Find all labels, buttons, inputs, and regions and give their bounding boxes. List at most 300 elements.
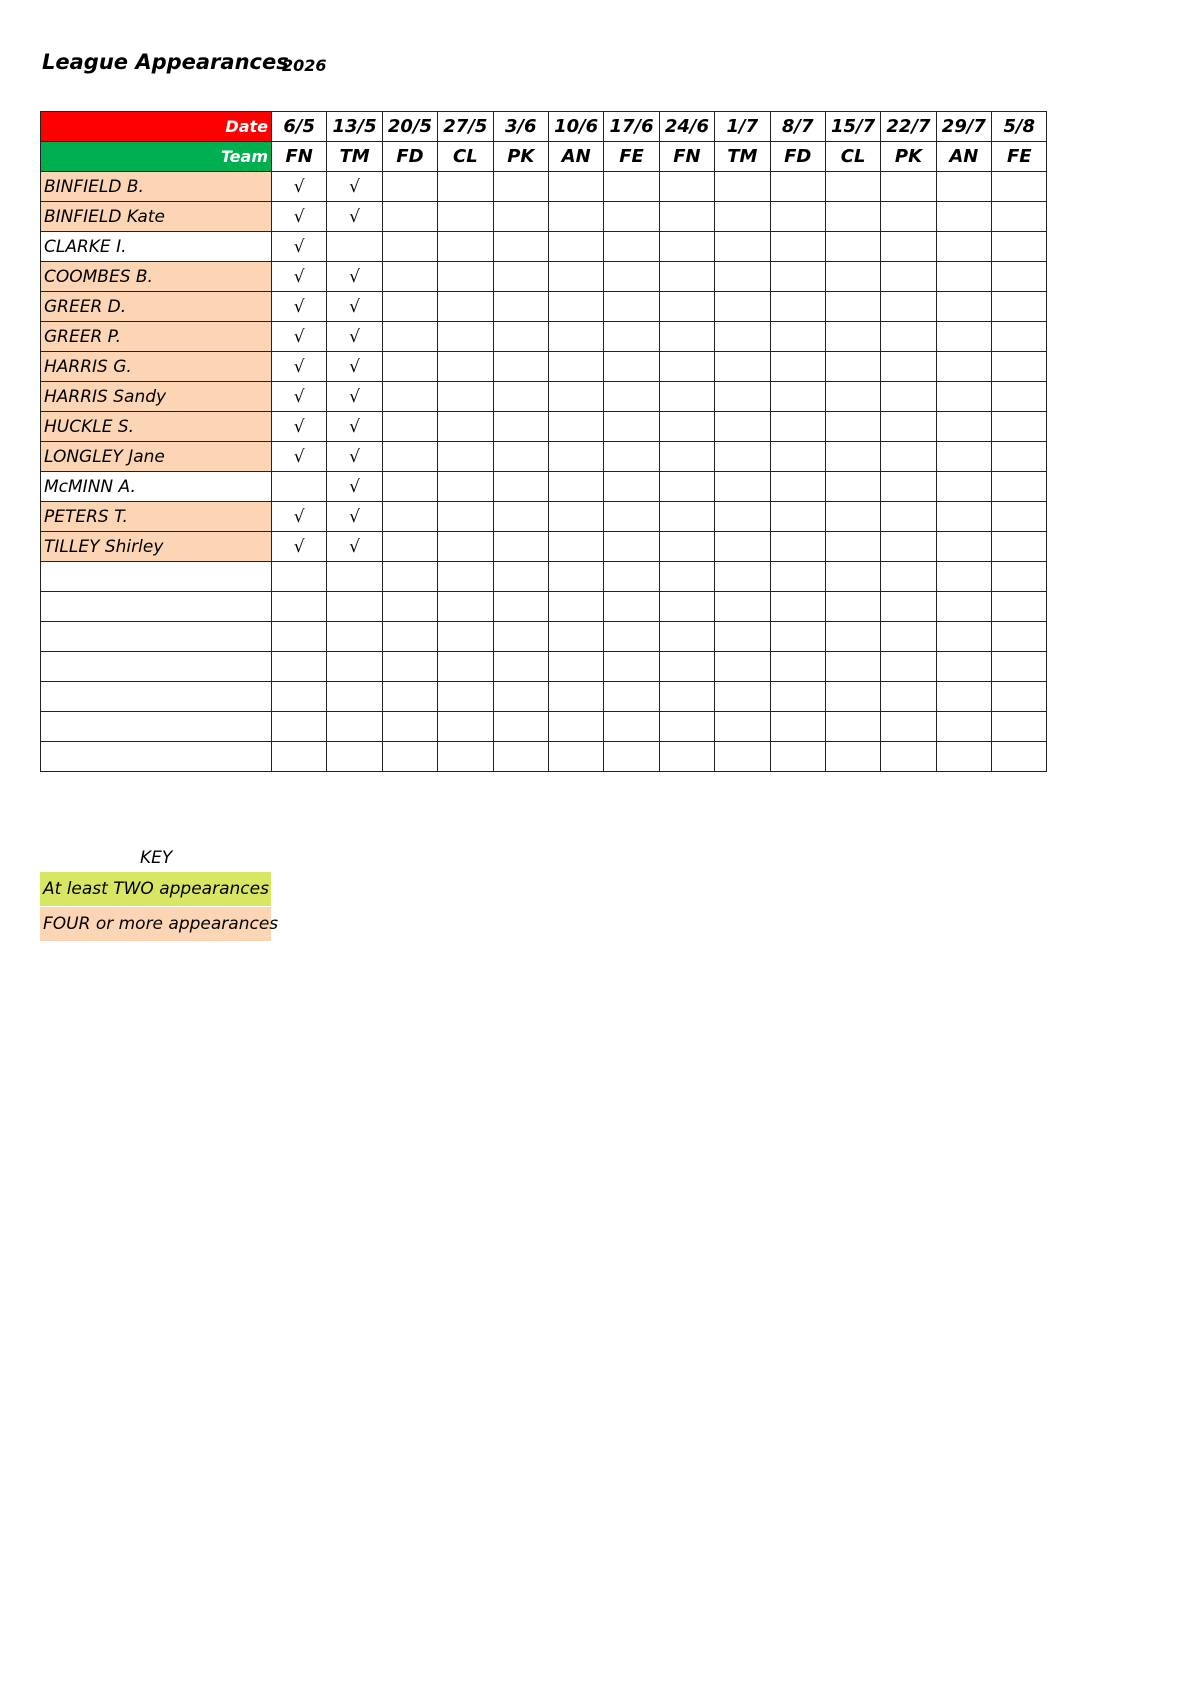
player-name-cell: GREER D.	[41, 292, 272, 322]
appearance-cell	[327, 412, 382, 442]
appearance-cell	[992, 322, 1047, 352]
team-header-cell: PK	[881, 142, 936, 172]
appearance-cell	[493, 622, 548, 652]
appearance-cell	[438, 382, 493, 412]
appearance-cell	[548, 442, 603, 472]
appearance-cell	[936, 592, 991, 622]
table-row	[41, 292, 1047, 322]
appearance-cell	[770, 562, 825, 592]
appearance-cell	[881, 622, 936, 652]
appearance-cell	[438, 712, 493, 742]
appearance-cell	[770, 382, 825, 412]
table-row	[41, 712, 1047, 742]
appearance-cell	[715, 202, 770, 232]
appearance-cell	[659, 712, 714, 742]
player-name-cell: LONGLEY Jane	[41, 442, 272, 472]
team-header-cell: FD	[382, 142, 437, 172]
appearance-cell	[715, 262, 770, 292]
tick-mark: √	[349, 476, 360, 497]
tick-mark: √	[293, 446, 305, 467]
appearance-cell	[881, 172, 936, 202]
appearance-cell	[936, 742, 991, 772]
appearance-cell	[825, 652, 880, 682]
appearance-cell	[936, 262, 991, 292]
tick-mark: √	[349, 356, 360, 377]
appearance-cell	[992, 652, 1047, 682]
tick-mark: √	[349, 506, 360, 527]
appearance-cell	[382, 682, 437, 712]
table-row	[41, 622, 1047, 652]
appearance-cell	[825, 202, 880, 232]
appearance-cell	[936, 352, 991, 382]
appearance-cell	[992, 742, 1047, 772]
appearance-cell	[272, 472, 327, 502]
appearance-cell	[715, 622, 770, 652]
team-header-cell: CL	[438, 142, 493, 172]
appearance-cell	[438, 202, 493, 232]
appearance-cell	[659, 502, 714, 532]
appearance-cell	[604, 532, 659, 562]
appearance-cell	[327, 712, 382, 742]
player-name-cell: PETERS T.	[41, 502, 272, 532]
appearance-cell	[770, 172, 825, 202]
appearance-cell	[936, 232, 991, 262]
table-row	[41, 502, 1047, 532]
appearance-cell	[770, 712, 825, 742]
appearance-cell	[659, 322, 714, 352]
tick-mark: √	[349, 296, 360, 317]
appearance-cell	[715, 172, 770, 202]
appearance-cell	[715, 232, 770, 262]
table-row	[41, 442, 1047, 472]
team-header-cell: FN	[659, 142, 714, 172]
date-header-label: Date	[41, 112, 272, 142]
appearance-cell	[659, 532, 714, 562]
appearance-cell	[272, 592, 327, 622]
appearance-cell	[382, 292, 437, 322]
appearance-cell	[825, 712, 880, 742]
appearance-cell	[881, 382, 936, 412]
appearance-cell	[715, 712, 770, 742]
appearance-cell	[659, 262, 714, 292]
key-four-appearances: FOUR or more appearances	[40, 907, 271, 941]
appearance-cell	[604, 202, 659, 232]
appearance-cell	[659, 232, 714, 262]
appearance-cell	[327, 502, 382, 532]
appearance-cell	[327, 622, 382, 652]
appearance-cell	[604, 592, 659, 622]
player-name-cell: GREER P.	[41, 322, 272, 352]
appearance-cell	[604, 412, 659, 442]
appearance-cell	[382, 262, 437, 292]
appearance-cell	[936, 172, 991, 202]
appearance-cell	[548, 382, 603, 412]
appearance-cell	[272, 652, 327, 682]
appearance-cell	[327, 292, 382, 322]
appearance-cell	[715, 562, 770, 592]
appearance-cell	[881, 412, 936, 442]
date-header-cell: 10/6	[548, 112, 603, 142]
date-header-cell: 29/7	[936, 112, 991, 142]
appearance-cell	[272, 442, 327, 472]
appearance-cell	[272, 292, 327, 322]
tick-mark: √	[293, 266, 305, 287]
appearance-cell	[493, 652, 548, 682]
appearance-cell	[881, 322, 936, 352]
appearance-cell	[881, 682, 936, 712]
tick-mark: √	[293, 506, 305, 527]
appearance-cell	[936, 292, 991, 322]
season-year: 2026	[282, 56, 327, 75]
appearance-cell	[659, 472, 714, 502]
player-name-cell	[41, 622, 272, 652]
tick-mark: √	[349, 416, 360, 437]
appearance-cell	[382, 322, 437, 352]
appearance-cell	[548, 502, 603, 532]
appearance-cell	[327, 742, 382, 772]
appearance-cell	[548, 322, 603, 352]
tick-mark: √	[293, 356, 305, 377]
appearance-cell	[825, 562, 880, 592]
date-header-cell: 15/7	[825, 112, 880, 142]
appearance-cell	[992, 592, 1047, 622]
date-header-cell: 22/7	[881, 112, 936, 142]
player-name-cell	[41, 592, 272, 622]
appearance-cell	[825, 292, 880, 322]
appearance-cell	[770, 352, 825, 382]
player-name-cell	[41, 682, 272, 712]
table-row	[41, 532, 1047, 562]
appearance-cell	[382, 442, 437, 472]
appearance-cell	[438, 622, 493, 652]
appearance-cell	[936, 412, 991, 442]
appearance-cell	[548, 292, 603, 322]
appearance-cell	[992, 712, 1047, 742]
table-row	[41, 742, 1047, 772]
appearance-cell	[327, 532, 382, 562]
appearance-cell	[992, 412, 1047, 442]
appearance-cell	[604, 502, 659, 532]
appearance-cell	[438, 592, 493, 622]
appearance-cell	[438, 652, 493, 682]
appearance-cell	[715, 682, 770, 712]
tick-mark: √	[293, 236, 305, 257]
appearance-cell	[272, 412, 327, 442]
tick-mark: √	[349, 266, 360, 287]
appearance-cell	[715, 502, 770, 532]
table-row	[41, 412, 1047, 442]
date-header-cell: 6/5	[272, 112, 327, 142]
appearance-cell	[992, 682, 1047, 712]
player-name-cell	[41, 712, 272, 742]
appearance-cell	[825, 592, 880, 622]
appearance-cell	[493, 592, 548, 622]
appearance-cell	[770, 592, 825, 622]
appearance-cell	[825, 172, 880, 202]
team-header-cell: CL	[825, 142, 880, 172]
appearance-cell	[992, 232, 1047, 262]
appearance-cell	[770, 292, 825, 322]
appearance-cell	[382, 532, 437, 562]
appearance-cell	[438, 502, 493, 532]
appearance-cell	[770, 502, 825, 532]
table-row	[41, 202, 1047, 232]
appearance-cell	[548, 472, 603, 502]
team-header-label: Team	[41, 142, 272, 172]
appearance-cell	[493, 682, 548, 712]
appearance-cell	[438, 562, 493, 592]
appearance-cell	[770, 532, 825, 562]
appearance-cell	[825, 472, 880, 502]
appearance-cell	[548, 562, 603, 592]
appearance-cell	[272, 562, 327, 592]
appearance-cell	[548, 532, 603, 562]
appearance-cell	[659, 292, 714, 322]
appearance-cell	[604, 292, 659, 322]
table-row	[41, 382, 1047, 412]
team-header-cell: TM	[715, 142, 770, 172]
appearance-cell	[992, 472, 1047, 502]
tick-mark: √	[293, 326, 305, 347]
appearance-cell	[936, 442, 991, 472]
appearance-cell	[659, 622, 714, 652]
appearance-cell	[438, 352, 493, 382]
player-name-cell: HARRIS G.	[41, 352, 272, 382]
appearance-cell	[715, 742, 770, 772]
appearance-cell	[715, 382, 770, 412]
appearance-cell	[936, 502, 991, 532]
table-row	[41, 562, 1047, 592]
appearance-cell	[659, 352, 714, 382]
appearance-cell	[327, 562, 382, 592]
tick-mark: √	[293, 386, 305, 407]
appearance-cell	[936, 712, 991, 742]
appearance-cell	[438, 442, 493, 472]
appearance-cell	[936, 382, 991, 412]
appearance-cell	[382, 382, 437, 412]
appearance-cell	[715, 532, 770, 562]
team-header-row	[41, 142, 1047, 172]
table-row	[41, 472, 1047, 502]
date-header-cell: 1/7	[715, 112, 770, 142]
appearance-cell	[493, 322, 548, 352]
team-header-cell: PK	[493, 142, 548, 172]
appearance-cell	[438, 172, 493, 202]
appearance-cell	[604, 682, 659, 712]
appearance-cell	[604, 562, 659, 592]
appearance-cell	[493, 412, 548, 442]
appearance-cell	[382, 712, 437, 742]
appearance-cell	[825, 232, 880, 262]
appearance-cell	[659, 172, 714, 202]
appearance-cell	[881, 502, 936, 532]
appearance-cell	[548, 202, 603, 232]
appearance-cell	[659, 382, 714, 412]
player-name-cell: COOMBES B.	[41, 262, 272, 292]
table-row	[41, 172, 1047, 202]
player-name-cell: BINFIELD B.	[41, 172, 272, 202]
appearance-cell	[770, 652, 825, 682]
tick-mark: √	[349, 206, 360, 227]
appearance-cell	[548, 232, 603, 262]
appearance-cell	[272, 232, 327, 262]
appearance-cell	[825, 622, 880, 652]
appearance-cell	[770, 202, 825, 232]
date-header-cell: 13/5	[327, 112, 382, 142]
tick-mark: √	[349, 536, 360, 557]
appearance-cell	[936, 682, 991, 712]
appearance-cell	[272, 742, 327, 772]
appearance-cell	[881, 562, 936, 592]
appearance-cell	[770, 412, 825, 442]
team-header-cell: AN	[936, 142, 991, 172]
appearance-cell	[327, 262, 382, 292]
tick-mark: √	[293, 206, 305, 227]
player-name-cell: HUCKLE S.	[41, 412, 272, 442]
table-row	[41, 652, 1047, 682]
appearance-cell	[493, 442, 548, 472]
date-header-cell: 27/5	[438, 112, 493, 142]
appearance-cell	[715, 352, 770, 382]
appearance-cell	[770, 322, 825, 352]
appearance-cell	[438, 682, 493, 712]
appearance-cell	[992, 622, 1047, 652]
date-header-cell: 20/5	[382, 112, 437, 142]
appearance-cell	[715, 412, 770, 442]
appearance-cell	[659, 592, 714, 622]
team-header-cell: FN	[272, 142, 327, 172]
appearance-cell	[881, 292, 936, 322]
appearance-cell	[881, 352, 936, 382]
table-row	[41, 592, 1047, 622]
appearance-cell	[715, 292, 770, 322]
appearance-cell	[825, 352, 880, 382]
appearance-cell	[493, 502, 548, 532]
appearance-cell	[825, 382, 880, 412]
appearance-cell	[272, 502, 327, 532]
appearance-cell	[659, 682, 714, 712]
player-name-cell: McMINN A.	[41, 472, 272, 502]
appearance-cell	[438, 262, 493, 292]
appearance-cell	[327, 592, 382, 622]
appearance-cell	[493, 352, 548, 382]
appearance-cell	[548, 412, 603, 442]
key-two-appearances: At least TWO appearances	[40, 872, 271, 906]
appearance-cell	[327, 322, 382, 352]
table-row	[41, 232, 1047, 262]
appearance-cell	[825, 412, 880, 442]
appearance-cell	[881, 442, 936, 472]
appearance-cell	[992, 502, 1047, 532]
player-name-cell	[41, 562, 272, 592]
appearance-cell	[936, 562, 991, 592]
appearances-table	[40, 111, 1047, 772]
appearance-cell	[992, 442, 1047, 472]
table-row	[41, 322, 1047, 352]
appearance-cell	[272, 352, 327, 382]
appearance-cell	[493, 202, 548, 232]
appearance-cell	[272, 712, 327, 742]
player-name-cell: TILLEY Shirley	[41, 532, 272, 562]
appearance-cell	[715, 472, 770, 502]
appearance-cell	[382, 502, 437, 532]
appearance-cell	[438, 322, 493, 352]
appearance-cell	[438, 232, 493, 262]
player-name-cell: CLARKE I.	[41, 232, 272, 262]
appearance-cell	[493, 532, 548, 562]
table-row	[41, 682, 1047, 712]
appearance-cell	[715, 652, 770, 682]
team-header-cell: FE	[992, 142, 1047, 172]
appearance-cell	[825, 442, 880, 472]
appearance-cell	[825, 682, 880, 712]
appearance-cell	[604, 742, 659, 772]
appearance-cell	[770, 622, 825, 652]
appearance-cell	[770, 742, 825, 772]
tick-mark: √	[293, 296, 305, 317]
appearance-cell	[770, 682, 825, 712]
appearance-cell	[881, 592, 936, 622]
appearance-cell	[992, 562, 1047, 592]
appearance-cell	[659, 652, 714, 682]
appearance-cell	[327, 172, 382, 202]
appearance-cell	[272, 382, 327, 412]
appearance-cell	[327, 682, 382, 712]
appearance-cell	[493, 382, 548, 412]
appearance-cell	[438, 532, 493, 562]
appearance-cell	[272, 322, 327, 352]
appearance-cell	[881, 232, 936, 262]
appearance-cell	[548, 622, 603, 652]
player-name-cell: BINFIELD Kate	[41, 202, 272, 232]
appearance-cell	[992, 172, 1047, 202]
appearance-cell	[438, 292, 493, 322]
appearance-cell	[382, 622, 437, 652]
appearance-cell	[825, 532, 880, 562]
appearance-cell	[936, 532, 991, 562]
appearance-cell	[825, 262, 880, 292]
tick-mark: √	[293, 536, 305, 557]
appearance-cell	[382, 412, 437, 442]
appearance-cell	[881, 202, 936, 232]
appearance-cell	[604, 472, 659, 502]
appearance-cell	[604, 442, 659, 472]
appearance-cell	[992, 292, 1047, 322]
appearance-cell	[548, 742, 603, 772]
appearance-cell	[604, 382, 659, 412]
appearance-cell	[992, 532, 1047, 562]
appearance-cell	[493, 262, 548, 292]
tick-mark: √	[293, 176, 305, 197]
appearance-cell	[327, 352, 382, 382]
appearance-cell	[493, 742, 548, 772]
appearance-cell	[327, 472, 382, 502]
appearance-cell	[881, 742, 936, 772]
appearance-cell	[604, 622, 659, 652]
appearance-cell	[438, 412, 493, 442]
date-header-cell: 24/6	[659, 112, 714, 142]
appearance-cell	[936, 622, 991, 652]
appearance-cell	[438, 472, 493, 502]
appearance-cell	[493, 562, 548, 592]
appearance-cell	[825, 742, 880, 772]
tick-mark: √	[349, 386, 360, 407]
team-header-cell: FD	[770, 142, 825, 172]
team-header-cell: AN	[548, 142, 603, 172]
appearance-cell	[881, 532, 936, 562]
table-row	[41, 262, 1047, 292]
appearance-cell	[327, 232, 382, 262]
